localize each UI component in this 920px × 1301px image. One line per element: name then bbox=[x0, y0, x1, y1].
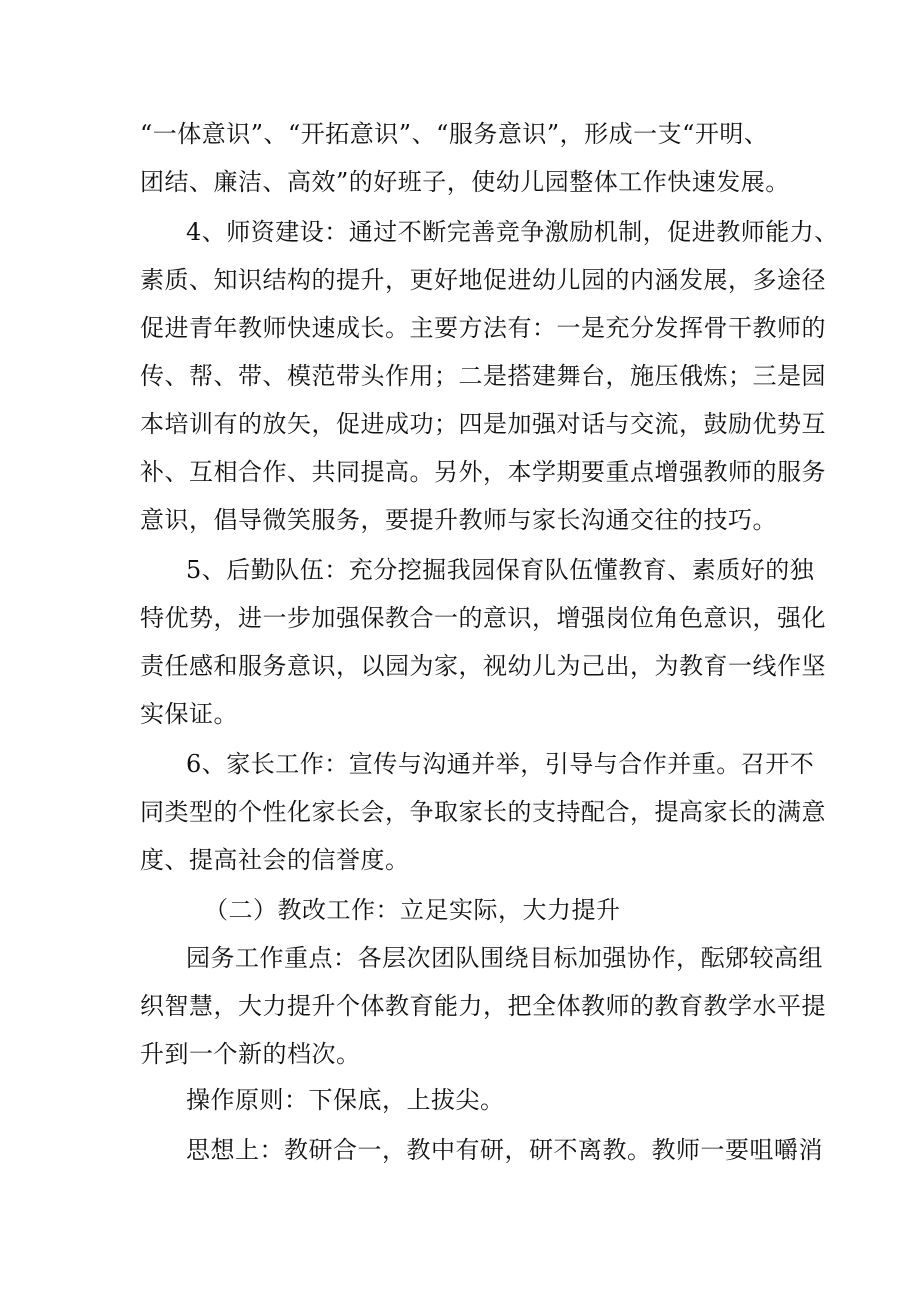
line-text: 园务工作重点：各层次团队围绕目标加强协作，酝郳较高组 bbox=[186, 944, 823, 972]
text-line bbox=[0, 596, 920, 640]
line-text: “一体意识”、“开拓意识”、“服务意识”，形成一支“开明、 bbox=[140, 120, 769, 148]
line-text: 同类型的个性化家长会，争取家长的支持配合，提高家长的满意 bbox=[140, 798, 826, 826]
line-text: 传、帮、带、模范带头作用；二是搭建舞台，施压俄炼；三是园 bbox=[140, 362, 826, 390]
line-text: 本培训有的放矢，促进成功；四是加强对话与交流，鼓励优势互 bbox=[140, 410, 826, 438]
text-line bbox=[0, 742, 920, 786]
section-heading bbox=[0, 888, 920, 932]
text-line bbox=[0, 838, 920, 882]
line-text: 4、师资建设：通过不断完善竞争激励机制，促进教师能力、 bbox=[186, 218, 839, 246]
text-line bbox=[0, 402, 920, 446]
text-line bbox=[0, 258, 920, 302]
line-text: 补、互相合作、共同提高。另外，本学期要重点增强教师的服务 bbox=[140, 458, 826, 486]
line-text: 促进青年教师快速成长。主要方法有：一是充分发挥骨干教师的 bbox=[140, 314, 826, 342]
line-text: 思想上：教研合一，教中有研，研不离教。教师一要咀嚼消 bbox=[186, 1136, 823, 1164]
text-line bbox=[0, 112, 920, 156]
line-text: 度、提高社会的信誉度。 bbox=[140, 846, 410, 874]
line-text: 操作原则：下保底，上拔尖。 bbox=[186, 1086, 505, 1114]
text-line bbox=[0, 790, 920, 834]
text-line bbox=[0, 644, 920, 688]
line-text: 意识，倡导微笑服务，要提升教师与家长沟通交往的技巧。 bbox=[140, 506, 777, 534]
text-line bbox=[0, 450, 920, 494]
text-line bbox=[0, 692, 920, 736]
line-text: 团结、廉洁、高效”的好班子，使幼儿园整体工作快速发展。 bbox=[140, 168, 790, 196]
text-line bbox=[0, 1128, 920, 1172]
section-heading-text: （二）教改工作：立足实际，大力提升 bbox=[204, 896, 621, 924]
line-text: 责任感和服务意识，以园为家，视幼儿为己出，为教育一线作坚 bbox=[140, 652, 826, 680]
text-line bbox=[0, 1032, 920, 1076]
text-line bbox=[0, 984, 920, 1028]
line-text: 升到一个新的档次。 bbox=[140, 1040, 361, 1068]
text-line bbox=[0, 548, 920, 592]
text-line bbox=[0, 936, 920, 980]
line-text: 5、后勤队伍：充分挖掘我园保育队伍懂教育、素质好的独 bbox=[186, 556, 815, 584]
text-line bbox=[0, 498, 920, 542]
line-text: 实保证。 bbox=[140, 700, 238, 728]
text-line bbox=[0, 210, 920, 254]
line-text: 特优势，进一步加强保教合一的意识，增强岗位角色意识，强化 bbox=[140, 604, 826, 632]
line-text: 织智慧，大力提升个体教育能力，把全体教师的教育教学水平提 bbox=[140, 992, 826, 1020]
text-line bbox=[0, 160, 920, 204]
line-text: 素质、知识结构的提升，更好地促进幼儿园的内涵发展，多途径 bbox=[140, 266, 826, 294]
line-text: 6、家长工作：宣传与沟通并举，引导与合作并重。召开不 bbox=[186, 750, 815, 778]
text-line bbox=[0, 306, 920, 350]
text-line bbox=[0, 1078, 920, 1122]
text-line bbox=[0, 354, 920, 398]
